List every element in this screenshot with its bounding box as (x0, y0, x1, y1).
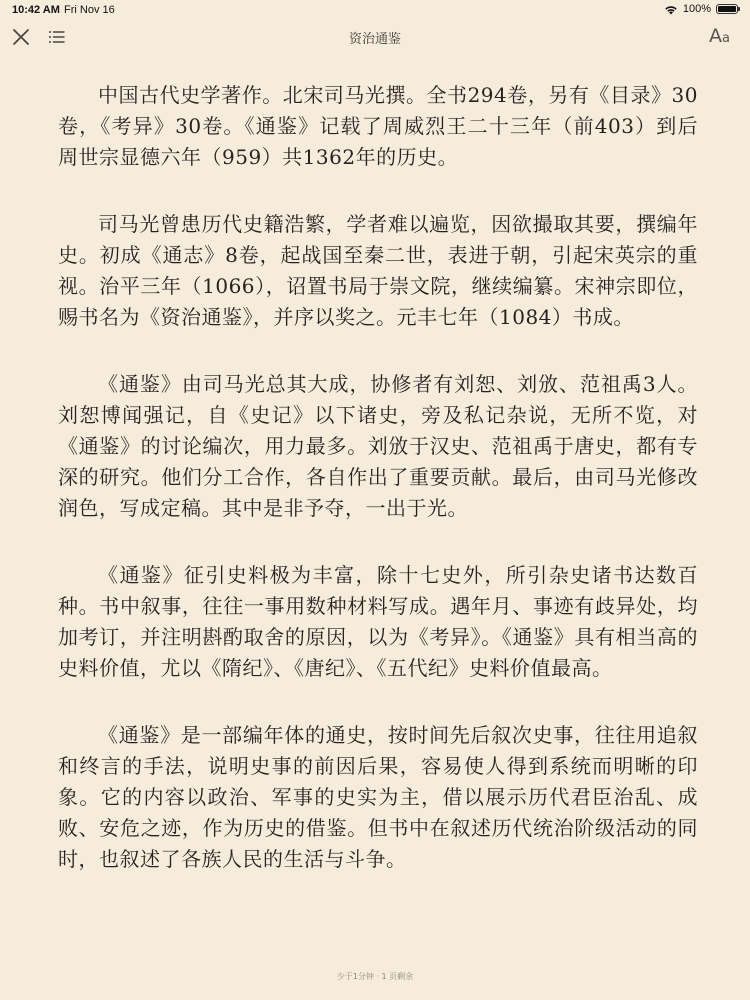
reading-progress: 少于1分钟 · 1 页剩余 (336, 972, 414, 981)
status-indicators (664, 3, 738, 15)
battery-icon (716, 4, 738, 14)
font-small-glyph: a (722, 31, 730, 46)
font-settings-button[interactable] (709, 24, 730, 51)
paragraph: 司马光曾患历代史籍浩繁，学者难以遍览，因欲撮取其要，撰编年史。初成《通志》8卷，起战国至秦二世，表进于朝，引起宋英宗的重视。治平三年（1066），诏置书局于崇文院，继续编纂。宋神宗即位，赐书名为《资治通鉴》，并序以奖之。元丰七年（1084）书成。 (58, 212, 698, 329)
wifi-icon (664, 4, 678, 15)
book-content (58, 80, 698, 911)
paragraph: 《通鉴》由司马光总其大成，协修者有刘恕、刘攽、范祖禹3人。刘恕博闻强记，自《史记》以下诸史，旁及私记杂说，无所不览，对《通鉴》的讨论编次，用力最多。刘攽于汉史、范祖禹于唐史，都有专深的研究。他们分工合作，各自作出了重要贡献。最后，由司马光修改润色，写成定稿。其中是非予夺，一出于光。 (58, 372, 698, 520)
reader-toolbar (0, 20, 750, 54)
battery-percent: 100% (682, 3, 711, 15)
book-title: 资治通鉴 (348, 32, 401, 47)
font-large-glyph: A (709, 25, 723, 47)
status-time: 10:42 AM (12, 4, 60, 16)
status-date: Fri Nov 16 (64, 4, 115, 16)
paragraph: 《通鉴》是一部编年体的通史，按时间先后叙次史事，往往用追叙和终言的手法，说明史事的前因后果，容易使人得到系统而明晰的印象。它的内容以政治、军事的史实为主，借以展示历代君臣治乱、成败、安危之迹，作为历史的借鉴。但书中在叙述历代统治阶级活动的同时，也叙述了各族人民的生活与斗争。 (58, 723, 698, 871)
paragraph: 《通鉴》征引史料极为丰富，除十七史外，所引杂史诸书达数百种。书中叙事，往往一事用数种材料写成。遇年月、事迹有歧异处，均加考订，并注明斟酌取舍的原因，以为《考异》。《通鉴》具有相当高的史料价值，尤以《隋纪》、《唐纪》、《五代纪》史料价值最高。 (58, 563, 698, 680)
battery-fill (718, 6, 736, 12)
paragraph: 中国古代史学著作。北宋司马光撰。全书294卷，另有《目录》30卷，《考异》30卷。《通鉴》记载了周威烈王二十三年（前403）到后周世宗显德六年（959）共1362年的历史。 (58, 83, 698, 169)
status-bar (0, 0, 750, 20)
